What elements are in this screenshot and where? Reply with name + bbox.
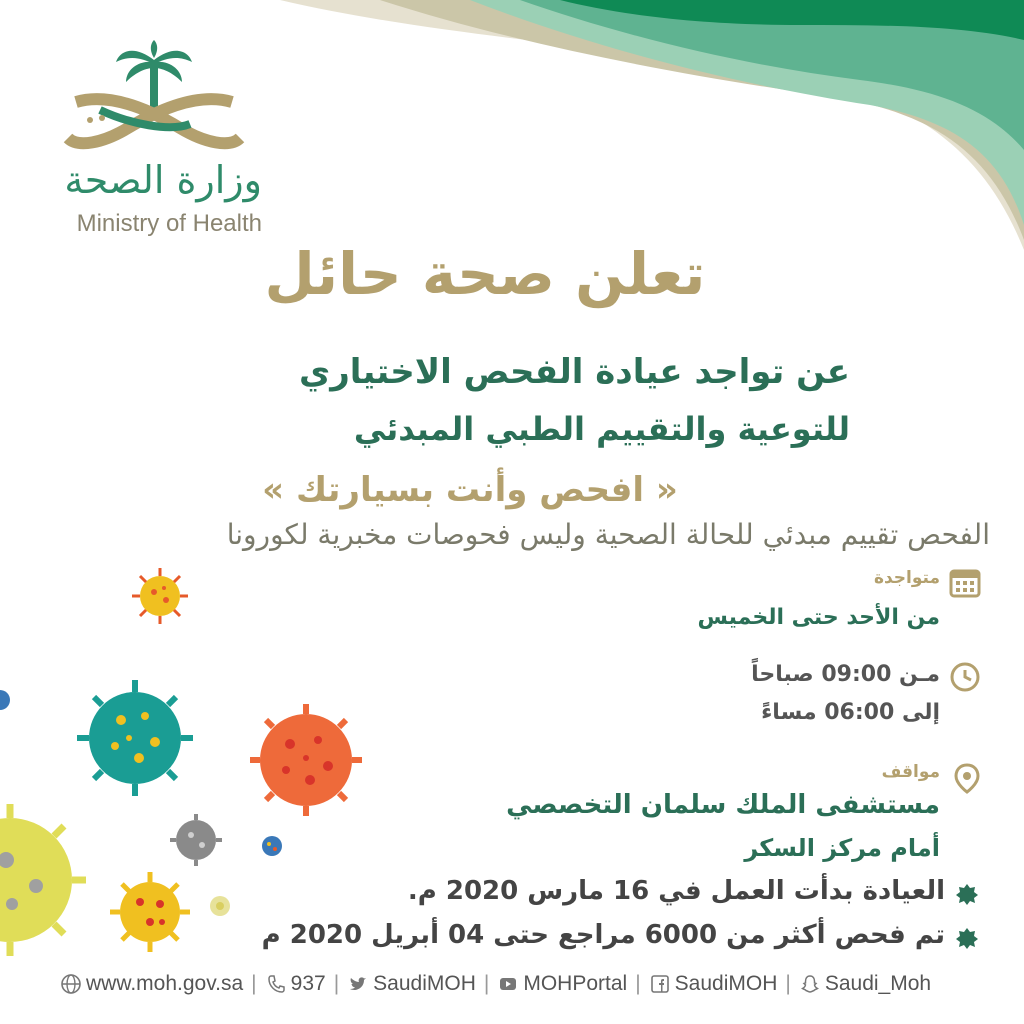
facebook-icon xyxy=(649,973,671,995)
separator: | xyxy=(785,972,791,995)
logo-name-arabic: وزارة الصحة xyxy=(64,158,262,202)
logo-name-english: Ministry of Health xyxy=(76,210,262,237)
separator: | xyxy=(333,972,340,995)
footer-snapchat-text: Saudi_Moh xyxy=(824,972,932,995)
hours-to: إلى 06:00 مساءً xyxy=(761,700,940,725)
bullet-icon xyxy=(956,927,978,949)
disclaimer-note: الفحص تقييم مبدئي للحالة الصحية وليس فحوصات مخبرية لكورونا xyxy=(226,518,990,551)
separator: | xyxy=(251,972,257,995)
footer-facebook-text: SaudiMOH xyxy=(674,972,778,995)
footer xyxy=(60,966,960,1002)
footer-twitter-text: SaudiMOH xyxy=(373,972,476,995)
subline-1: عن تواجد عيادة الفحص الاختياري xyxy=(299,352,850,392)
youtube-icon xyxy=(497,973,519,995)
footer-facebook[interactable] xyxy=(649,972,778,996)
calendar-icon xyxy=(948,566,982,600)
headline: تعلن صحة حائل xyxy=(264,240,706,308)
location-pin-icon xyxy=(950,762,984,796)
footer-snapchat[interactable] xyxy=(799,972,931,996)
footer-youtube-text: MOHPortal xyxy=(523,972,628,995)
slogan: « افحص وأنت بسيارتك » xyxy=(262,470,678,510)
separator: | xyxy=(483,972,490,995)
footer-youtube[interactable] xyxy=(497,972,627,996)
clock-icon xyxy=(948,660,982,694)
snapchat-icon xyxy=(799,973,821,995)
location-line-1: مستشفى الملك سلمان التخصصي xyxy=(506,790,940,820)
phone-icon xyxy=(265,973,287,995)
footer-website[interactable] xyxy=(60,972,243,996)
footer-twitter[interactable] xyxy=(347,972,476,996)
virus-decorations xyxy=(0,560,380,960)
availability-label: متواجدة xyxy=(873,568,940,588)
separator: | xyxy=(635,972,641,995)
bullet-icon xyxy=(956,883,978,905)
hours-from: مـن 09:00 صباحاً xyxy=(751,662,940,687)
availability-days: من الأحد حتى الخميس xyxy=(697,605,940,630)
globe-icon xyxy=(60,973,82,995)
footer-website-text: www.moh.gov.sa xyxy=(86,972,244,995)
fact-start-date: العيادة بدأت العمل في 16 مارس 2020 م. xyxy=(407,876,945,906)
fact-tests-count: تم فحص أكثر من 6000 مراجع حتى 04 أبريل 2020 م xyxy=(261,920,945,950)
location-label: مواقف xyxy=(881,762,940,782)
subline-2: للتوعية والتقييم الطبي المبدئي xyxy=(353,410,850,448)
twitter-icon xyxy=(347,973,369,995)
footer-phone-text: 937 xyxy=(290,972,326,995)
location-line-2: أمام مركز السكر xyxy=(744,834,940,862)
footer-phone[interactable] xyxy=(265,972,326,996)
